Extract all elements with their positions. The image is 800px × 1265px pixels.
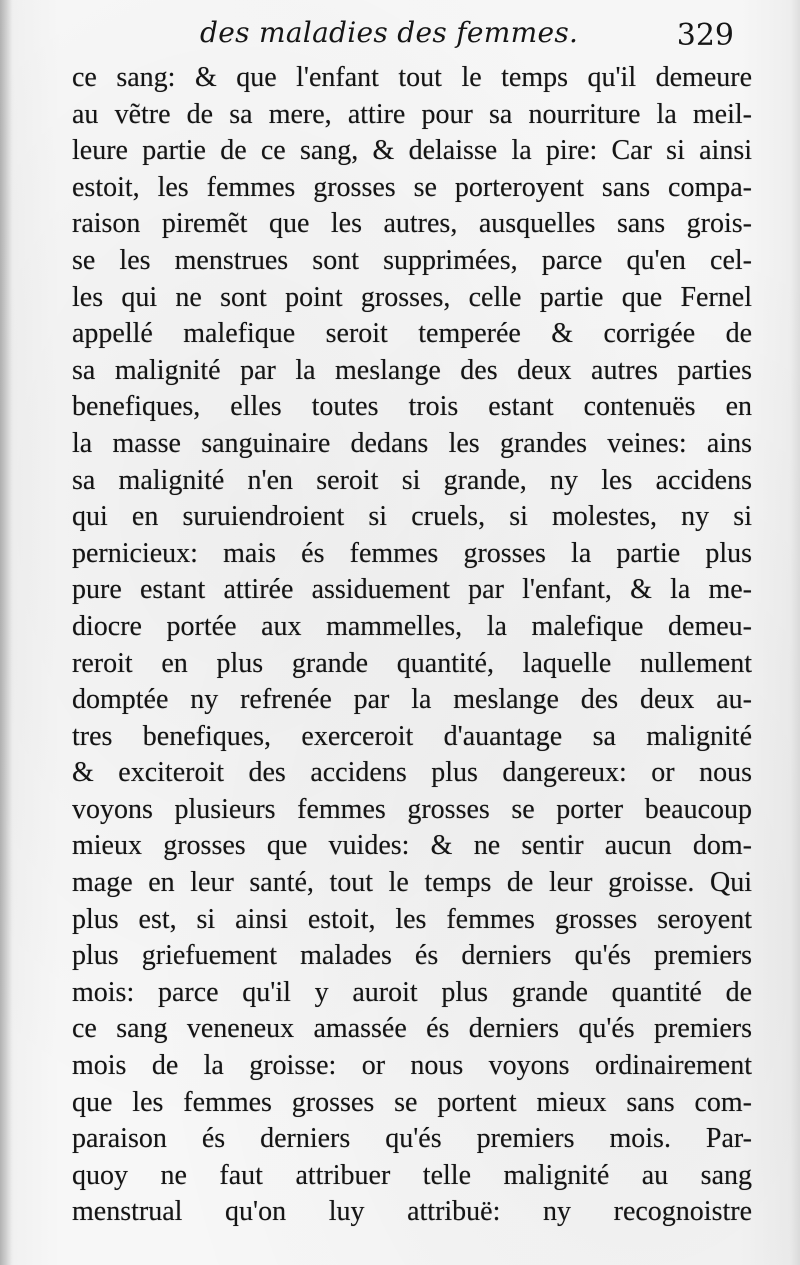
text-line: les qui ne sont point grosses, celle partie que Fernel [72, 281, 752, 313]
text-line: mois: parce qu'il y auroit plus grande quantité de [72, 976, 752, 1008]
text-line: tres benefiques, exerceroit d'auantage sa malignité [72, 720, 752, 752]
text-line: quoy ne faut attribuer telle malignité au sang [72, 1159, 752, 1191]
text-line: que les femmes grosses se portent mieux sans com- [72, 1086, 752, 1118]
text-line: mois de la groisse: or nous voyons ordinairement [72, 1050, 752, 1082]
text-line: benefiques, elles toutes trois estant contenuës en [72, 391, 752, 423]
text-line: plus griefuement malades és derniers qu'és premiers [72, 940, 752, 972]
text-line: se les menstrues sont supprimées, parce qu'en cel- [72, 244, 752, 276]
text-line: estoit, les femmes grosses se porteroyent sans compa- [72, 171, 752, 203]
text-line: leure partie de ce sang, & delaisse la pire: Car si ainsi [72, 135, 752, 167]
text-line: qui en suruiendroient si cruels, si molestes, ny si [72, 501, 752, 533]
text-line: au vẽtre de sa mere, attire pour sa nourriture la meil- [72, 98, 752, 130]
text-line: diocre portée aux mammelles, la malefique demeu- [72, 610, 752, 642]
text-line: ce sang veneneux amassée és derniers qu'és premiers [72, 1013, 752, 1045]
text-line: sa malignité par la meslange des deux autres parties [72, 354, 752, 386]
text-line: & exciteroit des accidens plus dangereux: or nous [72, 757, 752, 789]
text-line: mage en leur santé, tout le temps de leur groisse. Qui [72, 867, 752, 899]
text-line: menstrual qu'on luy attribuë: ny recognoistre [72, 1196, 752, 1228]
text-line: domptée ny refrenée par la meslange des deux au- [72, 684, 752, 716]
text-line: pure estant attirée assiduement par l'enfant, & la me- [72, 574, 752, 606]
text-line: mieux grosses que vuides: & ne sentir aucun dom- [72, 830, 752, 862]
text-line: pernicieux: mais és femmes grosses la partie plus [72, 537, 752, 569]
text-line: ce sang: & que l'enfant tout le temps qu'il demeure [72, 62, 752, 93]
text-line: plus est, si ainsi estoit, les femmes grosses seroyent [72, 903, 752, 935]
page-number: 329 [676, 18, 734, 53]
text-line: voyons plusieurs femmes grosses se porter beaucoup [72, 793, 752, 825]
page-edge-shadow [0, 0, 12, 1265]
running-title: des maladies des femmes. [200, 16, 579, 49]
text-line: reroit en plus grande quantité, laquelle nullement [72, 647, 752, 679]
text-line: raison piremẽt que les autres, ausquelles sans grois- [72, 208, 752, 240]
page-header [0, 10, 800, 60]
body-text [72, 60, 752, 1231]
text-line: appellé malefique seroit temperée & corrigée de [72, 318, 752, 350]
text-line: paraison és derniers qu'és premiers mois. Par- [72, 1123, 752, 1155]
text-line: la masse sanguinaire dedans les grandes veines: ains [72, 427, 752, 459]
text-line: sa malignité n'en seroit si grande, ny les accidens [72, 464, 752, 496]
